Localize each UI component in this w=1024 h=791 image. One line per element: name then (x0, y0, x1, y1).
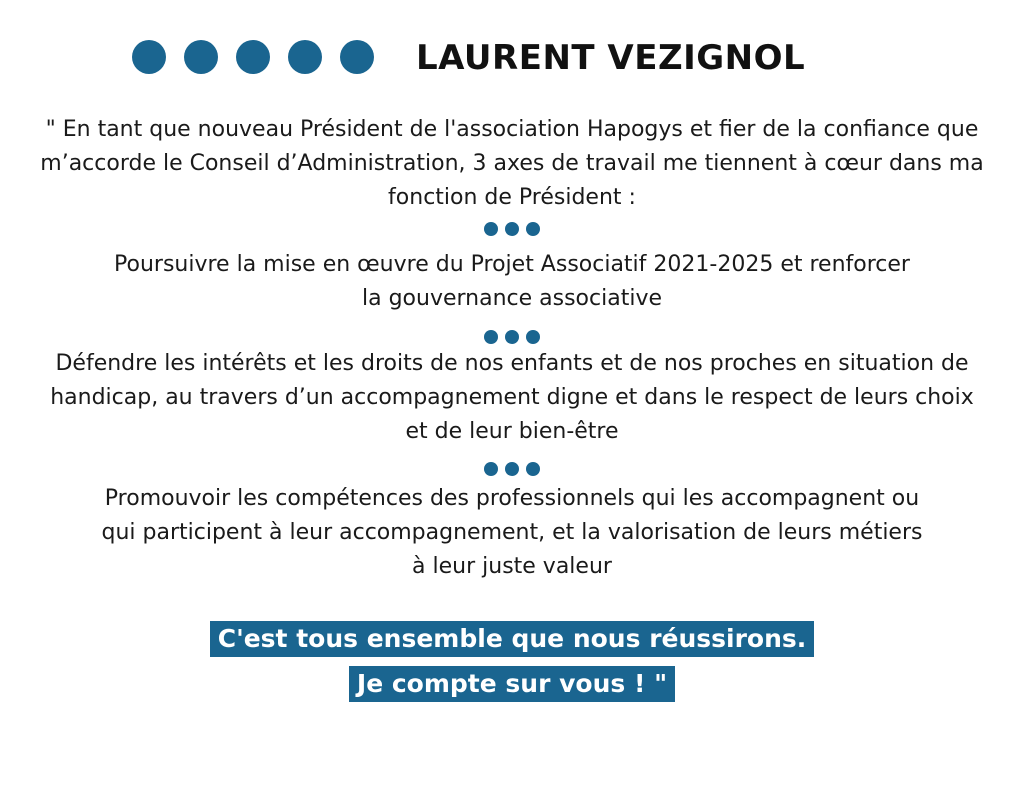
closing-highlight: C'est tous ensemble que nous réussirons. (210, 621, 815, 657)
dot-icon (184, 40, 218, 74)
closing-line-1 (0, 621, 1024, 657)
dot-icon (340, 40, 374, 74)
dot-icon (505, 462, 519, 476)
intro-paragraph: " En tant que nouveau Président de l'association Hapogys et fier de la confiance que m’accorde le Conseil d’Administration, 3 axes de travail me tiennent à cœur dans ma fonction de Président : (40, 117, 984, 210)
dot-icon (484, 222, 498, 236)
dot-icon (526, 222, 540, 236)
dot-icon (484, 462, 498, 476)
separator-dots (0, 330, 1024, 344)
axis-1-text: Poursuivre la mise en œuvre du Projet Associatif 2021-2025 et renforcer la gouvernance associative (114, 252, 910, 311)
person-name: LAURENT VEZIGNOL (416, 38, 806, 78)
dot-icon (484, 330, 498, 344)
dot-icon (288, 40, 322, 74)
dot-icon (132, 40, 166, 74)
axis-3-text: Promouvoir les compétences des professionnels qui les accompagnent ou qui participent à leur accompagnement, et la valorisation de leurs métiers à leur juste valeur (101, 486, 923, 579)
header (0, 36, 1024, 80)
dot-icon (505, 222, 519, 236)
decorative-dots (132, 40, 374, 76)
separator-dots (0, 462, 1024, 476)
closing-highlight: Je compte sur vous ! " (349, 666, 675, 702)
dot-icon (526, 330, 540, 344)
dot-icon (526, 462, 540, 476)
axis-2-text: Défendre les intérêts et les droits de nos enfants et de nos proches en situation de handicap, au travers d’un accompagnement digne et dans le respect de leurs choix et de leur bien-être (50, 351, 974, 444)
dot-icon (505, 330, 519, 344)
dot-icon (236, 40, 270, 74)
closing-line-2 (0, 666, 1024, 702)
separator-dots (0, 222, 1024, 236)
